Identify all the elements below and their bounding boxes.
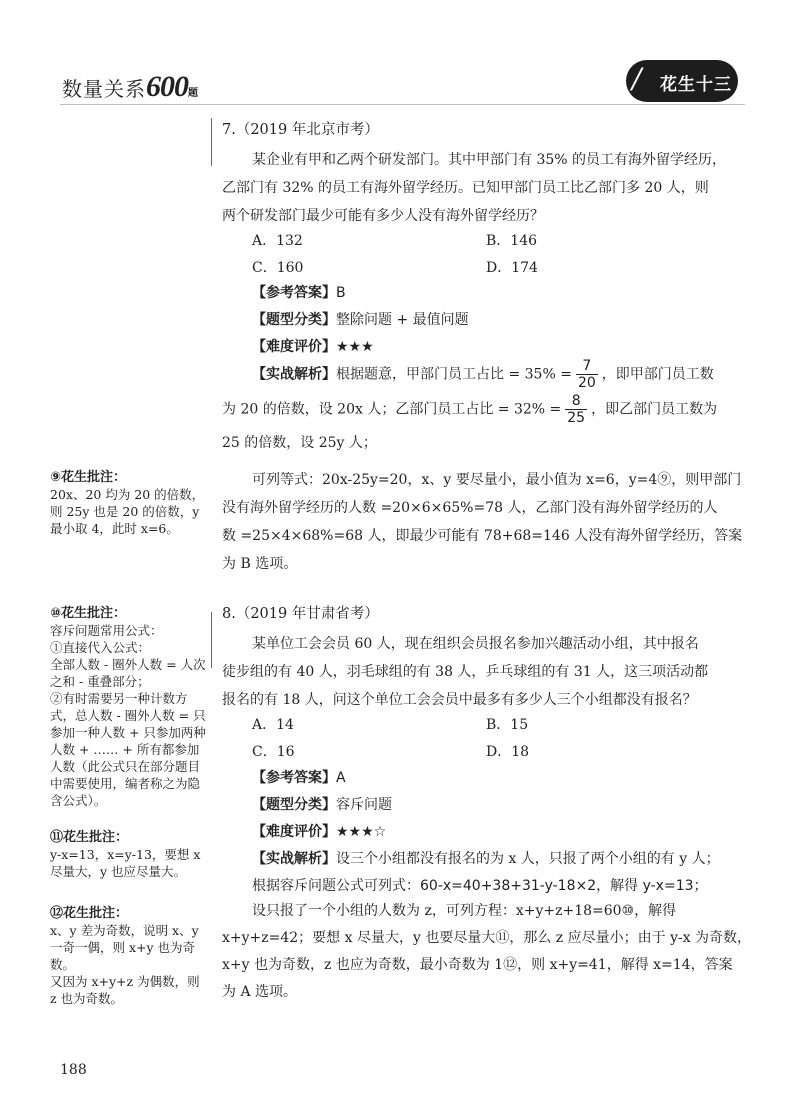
analysis-text: 数 =25×4×68%=68 人，即最少可能有 78+68=146 人没有海外留学经历，答案 [222,528,743,544]
type-value: 容斥问题 [336,797,392,813]
note-10-body: 容斥问题常用公式： ①直接代入公式： 全部人数 - 圈外人数 = 人次之和 - 重叠部分； ②有时需要另一种计数方式，总人数 - 圈外人数 = 只参加一种人数 + 只参加两种人数 + …… + 所有都参加人数（此公式只在部分题目中需要使用，编者称之为隐含公式）。 [50,623,206,808]
question-7-stem [222,146,760,230]
option-8-a: A．14 [252,717,294,733]
type-row-8 [252,794,392,814]
fraction-7-20 [576,358,598,391]
analysis-text: 根据题意，甲部门员工占比 = 35% = [336,366,572,383]
difficulty-tag: 【难度评价】 [252,339,336,355]
difficulty-tag: 【难度评价】 [252,824,336,840]
analysis-text: 设只报了一个小组的人数为 z，可列方程：x+y+z+18=60⑩，解得 [252,903,677,919]
option-8-b: B．15 [486,717,529,733]
fraction-numerator: 8 [565,393,587,410]
book-title-number: 600 [146,70,188,103]
question-7-title: 7.（2019 年北京市考） [222,122,379,138]
question-8-stem [222,630,760,714]
analysis-7-line2 [222,393,762,426]
question-8-stem-line: 某单位工会会员 60 人，现在组织会员报名参加兴趣活动小组，其中报名 [252,636,699,652]
answer-value: A [336,770,346,786]
page-number: 188 [60,1062,87,1078]
fraction-denominator: 20 [577,375,596,391]
note-9-body: 20x、20 均为 20 的倍数，则 25y 也是 20 的倍数，y 最小取 4，此时 x=6。 [50,487,205,536]
question-8-stem-line: 徒步组的有 40 人，羽毛球组的有 38 人，乒乓球组的有 31 人，这三项活动都 [222,664,709,680]
fraction-denominator: 25 [567,410,586,426]
question-8-title: 8.（2019 年甘肃省考） [222,606,379,622]
margin-line [211,118,212,166]
difficulty-row-7 [252,336,374,356]
analysis-8-line2: 根据容斥问题公式可列式：60-x=40+38+31-y-18×2，解得 y-x=13； [252,878,708,894]
analysis-tag: 【实战解析】 [252,366,336,383]
analysis-7-equation [222,466,760,578]
analysis-text: 为 20 的倍数，设 20x 人；乙部门员工占比 = 32% = [222,401,562,418]
book-title-suffix: 题 [188,88,199,99]
question-7-stem-line: 某企业有甲和乙两个研发部门。其中甲部门有 35% 的员工有海外留学经历， [252,152,727,168]
type-row-7 [252,309,469,329]
option-7-c: C．160 [252,260,304,276]
fraction-8-25 [565,393,587,426]
brand-logo-text: 花生十三 [660,75,732,95]
answer-row-7 [252,282,346,302]
book-title [62,70,199,104]
option-7-d: D．174 [486,260,538,276]
note-11-body: y-x=13，x=y-13，要想 x 尽量大，y 也应尽量大。 [50,847,201,879]
analysis-text: ，即甲部门员工数 [601,366,714,383]
question-7-stem-line: 两个研发部门最少可能有多少人没有海外留学经历？ [222,208,544,224]
option-7-a: A．132 [252,233,303,249]
analysis-text: 为 B 选项。 [222,556,298,572]
fraction-numerator: 7 [576,358,598,375]
margin-line [211,612,212,668]
analysis-8-rest [222,898,760,1006]
note-12-heading: ⑫花生批注： [50,906,129,921]
brand-logo [626,60,738,102]
option-7-b: B．146 [486,233,538,249]
analysis-text: 为 A 选项。 [222,984,298,1000]
type-value: 整除问题 + 最值问题 [336,312,469,328]
answer-value: B [336,285,346,301]
book-title-prefix: 数量关系 [62,77,146,101]
type-tag: 【题型分类】 [252,312,336,328]
analysis-tag: 【实战解析】 [252,851,336,867]
type-tag: 【题型分类】 [252,797,336,813]
analysis-7-line1 [252,358,762,391]
difficulty-row-8 [252,821,386,841]
question-7-stem-line: 乙部门有 32% 的员工有海外留学经历。已知甲部门员工比乙部门多 20 人，则 [222,180,709,196]
analysis-text: ，即乙部门员工数为 [591,401,718,418]
analysis-8-line1 [252,848,762,868]
note-12-body: x、y 差为奇数，说明 x、y 一奇一偶，则 x+y 也为奇数。 又因为 x+y+z 为偶数，则 z 也为奇数。 [50,923,200,1006]
note-11-heading: ⑪花生批注： [50,830,129,845]
analysis-7-line3: 25 的倍数，设 25y 人； [222,435,377,451]
analysis-text: 可列等式：20x-25y=20，x、y 要尽量小，最小值为 x=6，y=4⑨，则甲部门 [252,472,742,488]
header-divider [60,104,745,105]
analysis-text: x+y 也为奇数，z 也应为奇数，最小奇数为 1⑫，则 x+y=41，解得 x=14，答案 [222,957,733,973]
peanut-icon: / [632,62,642,95]
note-10-heading: ⑩花生批注： [50,606,127,621]
analysis-text: 设三个小组都没有报名的为 x 人，只报了两个小组的有 y 人； [336,851,720,867]
answer-tag: 【参考答案】 [252,285,336,301]
question-8-stem-line: 报名的有 18 人，问这个单位工会会员中最多有多少人三个小组都没有报名？ [222,692,697,708]
option-8-d: D．18 [486,744,530,760]
note-9-heading: ⑨花生批注： [50,470,127,485]
option-8-c: C．16 [252,744,295,760]
answer-tag: 【参考答案】 [252,770,336,786]
answer-row-8 [252,767,346,787]
difficulty-stars: ★★★ [336,339,374,355]
analysis-text: 没有海外留学经历的人数 =20×6×65%=78 人，乙部门没有海外留学经历的人 [222,500,718,516]
analysis-text: x+y+z=42；要想 x 尽量大，y 也要尽量大⑪，那么 z 应尽量小；由于 y-x 为奇数， [222,930,752,946]
difficulty-stars: ★★★☆ [336,824,387,840]
